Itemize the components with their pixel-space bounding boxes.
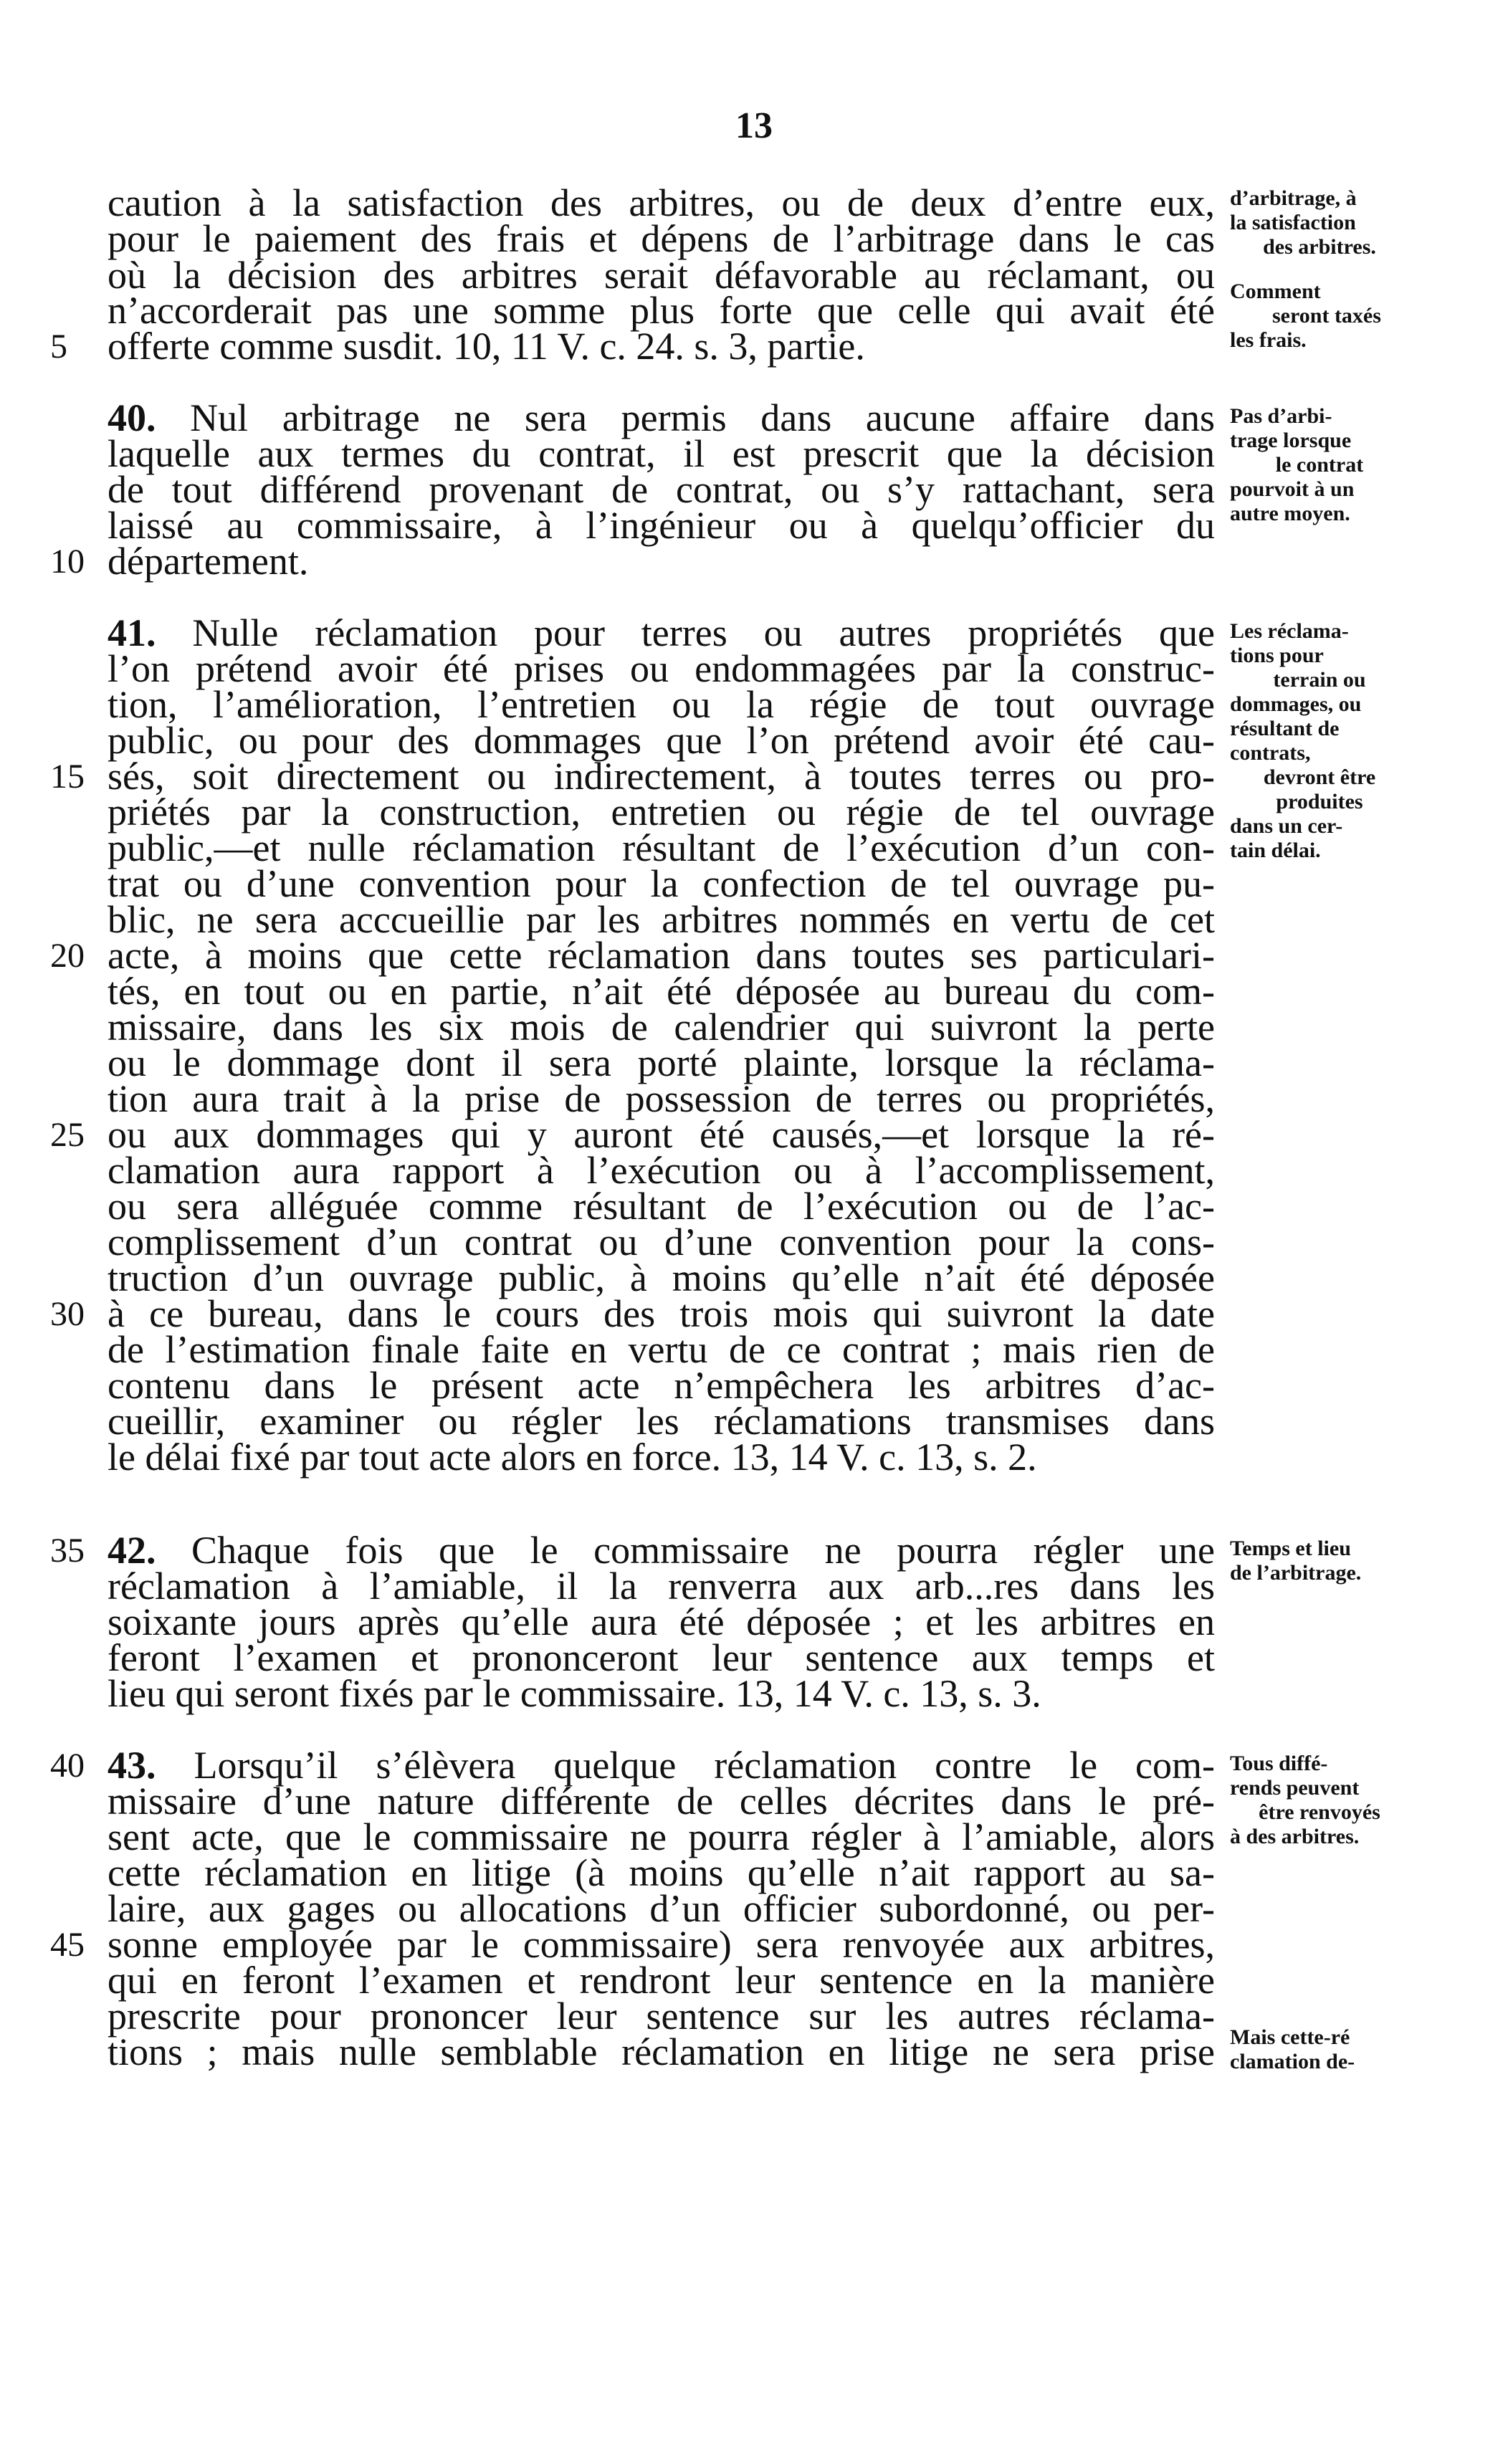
margin-note: rends peuvent [1230,1776,1360,1800]
section-42-first-line [108,1531,1215,1570]
text-line: Lorsqu’il s’élèvera quelque réclamation contre le com- [194,1744,1216,1787]
text-line: prescrite pour prononcer leur sentence sur les autres réclama- [108,1995,1215,2038]
text-line: public,—et nulle réclamation résultant de l’exécution d’un con- [108,826,1215,869]
section-41-first-line [108,613,1215,652]
text-line: ou aux dommages qui y auront été causés,—et lorsque la ré- [108,1113,1215,1156]
section-number: 42. [108,1529,156,1572]
margin-note: devront être [1263,765,1376,789]
text-line: sés, soit directement ou indirectement, à toutes terres ou pro- [108,755,1215,798]
margin-note: d’arbitrage, à [1230,186,1357,210]
margin-note: Mais cette-ré [1230,2025,1350,2049]
text-line: n’accorderait pas une somme plus forte que celle qui avait été [108,289,1215,332]
margin-note: dans un cer- [1230,814,1343,838]
text-line: sonne employée par le commissaire) sera renvoyée aux arbitres, [108,1923,1215,1966]
text-line: Chaque fois que le commissaire ne pourra régler une [191,1529,1215,1572]
margin-note: autre moyen. [1230,502,1350,525]
text-line: l’on prétend avoir été prises ou endommagées par la construc- [108,647,1215,690]
line-number: 35 [50,1532,85,1570]
margin-note: terrain ou [1273,668,1366,692]
line-number: 25 [50,1116,85,1154]
text-line: contenu dans le présent acte n’empêchera les arbitres d’ac- [108,1364,1215,1407]
text-line: feront l’examen et prononceront leur sentence aux temps et [108,1636,1215,1679]
text-line: département. [108,540,309,583]
margin-note: contrats, [1230,741,1311,765]
line-number: 10 [50,543,85,581]
text-line: caution à la satisfaction des arbitres, ou de deux d’entre eux, [108,181,1215,224]
section-number: 40. [108,396,156,439]
section-number: 43. [108,1744,156,1787]
line-number: 5 [50,328,67,366]
text-line: réclamation à l’amiable, il la renverra aux arb...res dans les [108,1565,1215,1608]
text-line: à ce bureau, dans le cours des trois mois qui suivront la date [108,1292,1215,1335]
text-line: qui en feront l’examen et rendront leur sentence en la manière [108,1959,1215,2002]
text-line: cueillir, examiner ou régler les réclamations transmises dans [108,1400,1215,1443]
margin-note: de l’arbitrage. [1230,1561,1362,1585]
margin-note: à des arbitres. [1230,1825,1360,1848]
margin-note: dommages, ou [1230,692,1362,716]
section-40-first-line [108,398,1215,437]
text-line: Nulle réclamation pour terres ou autres propriétés que [192,611,1216,654]
text-line: public, ou pour des dommages que l’on prétend avoir été cau- [108,719,1215,762]
text-line: laquelle aux termes du contrat, il est prescrit que la décision [108,432,1215,475]
text-line: missaire d’une nature différente de celles décrites dans le pré- [108,1780,1215,1823]
text-line: tions ; mais nulle semblable réclamation en litige ne sera prise [108,2030,1215,2073]
line-number: 15 [50,758,85,796]
text-line: offerte comme susdit. 10, 11 V. c. 24. s. 3, partie. [108,325,865,368]
text-line: trat ou d’une convention pour la confection de tel ouvrage pu- [108,862,1215,905]
margin-note: Temps et lieu [1230,1537,1351,1560]
margin-note: Comment [1230,280,1321,303]
line-number: 30 [50,1295,85,1333]
margin-note: résultant de [1230,717,1340,740]
text-line: cette réclamation en litige (à moins qu’elle n’ait rapport au sa- [108,1851,1215,1894]
text-line: blic, ne sera acccueillie par les arbitres nommés en vertu de cet [108,898,1215,941]
margin-note: des arbitres. [1263,235,1376,259]
page-number: 13 [735,105,773,146]
text-line: tion, l’amélioration, l’entretien ou la régie de tout ouvrage [108,683,1215,726]
text-line: de tout différend provenant de contrat, ou s’y rattachant, sera [108,468,1215,511]
margin-note: seront taxés [1272,304,1381,328]
text-line: où la décision des arbitres serait défavorable au réclamant, ou [108,254,1215,297]
text-line: pour le paiement des frais et dépens de l’arbitrage dans le cas [108,217,1215,260]
margin-note: clamation de- [1230,2050,1355,2073]
text-line: priétés par la construction, entretien ou régie de tel ouvrage [108,791,1215,834]
text-line: clamation aura rapport à l’exécution ou à l’accomplissement, [108,1149,1215,1192]
margin-note: le contrat [1275,453,1364,477]
text-line: tés, en tout ou en partie, n’ait été déposée au bureau du com- [108,970,1215,1013]
text-line: ou le dommage dont il sera porté plainte, lorsque la réclama- [108,1041,1215,1084]
margin-note: être renvoyés [1259,1800,1380,1824]
text-line: laire, aux gages ou allocations d’un officier subordonné, ou per- [108,1887,1215,1930]
margin-note: Les réclama- [1230,619,1349,643]
text-line: missaire, dans les six mois de calendrier qui suivront la perte [108,1006,1215,1049]
margin-note: Pas d’arbi- [1230,404,1332,428]
text-line: truction d’un ouvrage public, à moins qu’elle n’ait été déposée [108,1256,1215,1299]
text-line: de l’estimation finale faite en vertu de ce contrat ; mais rien de [108,1328,1215,1371]
margin-note: la satisfaction [1230,211,1356,234]
text-line: complissement d’un contrat ou d’une convention pour la cons- [108,1221,1215,1264]
line-number: 20 [50,937,85,975]
text-line: Nul arbitrage ne sera permis dans aucune affaire dans [190,396,1215,439]
text-line: ou sera alléguée comme résultant de l’exécution ou de l’ac- [108,1185,1215,1228]
text-line: le délai fixé par tout acte alors en force. 13, 14 V. c. 13, s. 2. [108,1436,1037,1479]
line-number: 40 [50,1747,85,1785]
margin-note: les frais. [1230,328,1307,352]
line-number: 45 [50,1926,85,1964]
margin-note: trage lorsque [1230,429,1352,452]
text-line: acte, à moins que cette réclamation dans toutes ses particulari- [108,934,1215,977]
margin-note: tain délai. [1230,839,1321,862]
text-line: soixante jours après qu’elle aura été déposée ; et les arbitres en [108,1600,1215,1643]
text-line: lieu qui seront fixés par le commissaire. 13, 14 V. c. 13, s. 3. [108,1672,1041,1715]
text-line: laissé au commissaire, à l’ingénieur ou à quelqu’officier du [108,504,1215,547]
margin-note: Tous diffé- [1230,1752,1328,1775]
section-43-first-line [108,1746,1215,1785]
margin-note: tions pour [1230,644,1324,667]
margin-note: pourvoit à un [1230,477,1355,501]
margin-note: produites [1276,790,1363,813]
text-line: sent acte, que le commissaire ne pourra régler à l’amiable, alors [108,1815,1215,1858]
text-line: tion aura trait à la prise de possession de terres ou propriétés, [108,1077,1215,1120]
section-number: 41. [108,611,156,654]
